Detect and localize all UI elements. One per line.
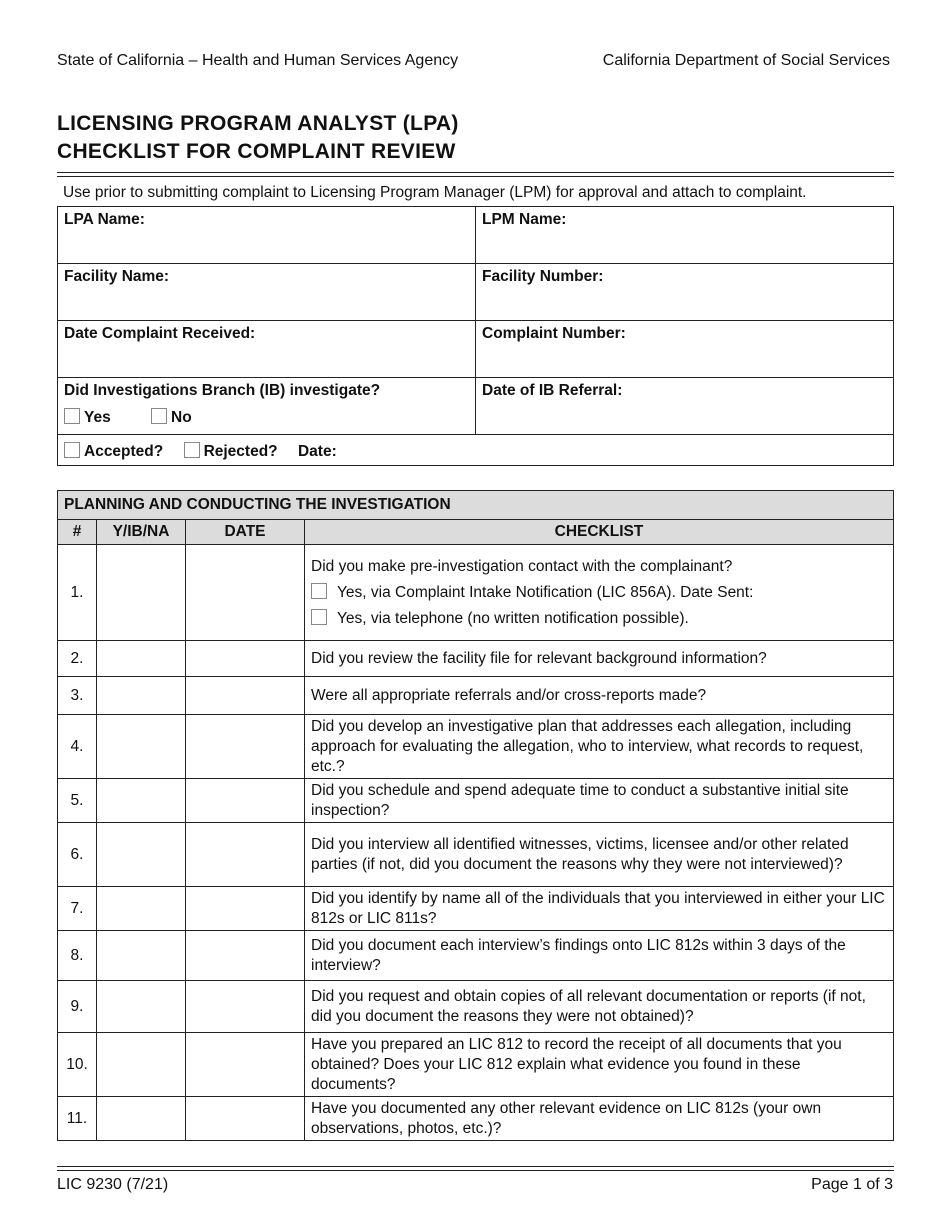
- checklist-row: [58, 1033, 894, 1097]
- yibna-entry[interactable]: [97, 1033, 186, 1097]
- yibna-entry[interactable]: [97, 779, 186, 823]
- lpm-name-field[interactable]: [476, 207, 893, 263]
- checklist-row: [58, 545, 894, 641]
- yibna-entry[interactable]: [97, 981, 186, 1033]
- row-number: 2.: [58, 641, 97, 677]
- checklist-row: [58, 981, 894, 1033]
- checklist-question-cell: [305, 931, 894, 981]
- row-number: 10.: [58, 1033, 97, 1097]
- rejected-checkbox[interactable]: [184, 442, 200, 458]
- col-date: DATE: [186, 520, 305, 545]
- facility-name-field[interactable]: [58, 264, 475, 320]
- yibna-entry[interactable]: [97, 677, 186, 715]
- checklist-question-cell: [305, 887, 894, 931]
- col-checklist: CHECKLIST: [305, 520, 894, 545]
- date-received-label: Date Complaint Received:: [64, 325, 256, 342]
- row-number: 9.: [58, 981, 97, 1033]
- checklist-row: [58, 823, 894, 887]
- yibna-entry[interactable]: [97, 823, 186, 887]
- checklist-question: Did you make pre-investigation contact with the complainant?: [311, 557, 733, 575]
- checklist-row: [58, 677, 894, 715]
- ib-no-checkbox[interactable]: [151, 408, 167, 424]
- checklist-question-cell: [305, 545, 894, 641]
- checklist-row: [58, 931, 894, 981]
- checklist-question-cell: [305, 641, 894, 677]
- date-entry[interactable]: [186, 779, 305, 823]
- row-number: 8.: [58, 931, 97, 981]
- footer-divider-2: [57, 1170, 894, 1171]
- checklist-question: Did you document each interview’s findings onto LIC 812s within 3 days of the interview?: [311, 936, 846, 974]
- checklist-question-cell: [305, 823, 894, 887]
- date-received-field[interactable]: [58, 321, 475, 377]
- checklist-row: [58, 1097, 894, 1141]
- ib-no-label: No: [171, 409, 192, 426]
- ib-no-option[interactable]: [151, 409, 192, 426]
- lpa-name-label: LPA Name:: [64, 211, 145, 228]
- facility-number-field[interactable]: [476, 264, 893, 320]
- approval-date-label: Date:: [297, 443, 337, 460]
- date-entry[interactable]: [186, 823, 305, 887]
- date-entry[interactable]: [186, 1097, 305, 1141]
- checklist-question-cell: [305, 1033, 894, 1097]
- checklist-question-cell: [305, 715, 894, 779]
- row-number: 7.: [58, 887, 97, 931]
- complaint-number-field[interactable]: [476, 321, 893, 377]
- checklist-row: [58, 887, 894, 931]
- row-number: 4.: [58, 715, 97, 779]
- ib-yes-option[interactable]: [64, 409, 111, 426]
- checklist-question: Did you identify by name all of the individuals that you interviewed in either your LIC 812s or LIC 811s?: [311, 889, 885, 927]
- yibna-entry[interactable]: [97, 545, 186, 641]
- ib-yes-label: Yes: [84, 409, 111, 426]
- accepted-option[interactable]: [64, 443, 163, 460]
- footer-divider: [57, 1166, 894, 1167]
- checklist-question: Did you develop an investigative plan that addresses each allegation, including approach for evaluating the allegation, who to interview, what records to request, etc.?: [311, 717, 864, 775]
- form-id: LIC 9230 (7/21): [57, 1176, 169, 1193]
- approval-row: [58, 435, 893, 465]
- ib-question-label: Did Investigations Branch (IB) investigate?: [64, 382, 381, 399]
- row-number: 11.: [58, 1097, 97, 1141]
- section-title: PLANNING AND CONDUCTING THE INVESTIGATION: [58, 491, 894, 520]
- col-number: #: [58, 520, 97, 545]
- checklist-question: Have you prepared an LIC 812 to record the receipt of all documents that you obtained? Does your LIC 812 explain what evidence you found in these documents?: [311, 1035, 842, 1093]
- investigation-checklist: [57, 490, 894, 1141]
- yibna-entry[interactable]: [97, 715, 186, 779]
- yibna-entry[interactable]: [97, 641, 186, 677]
- option-label: Yes, via Complaint Intake Notification (LIC 856A). Date Sent:: [337, 583, 754, 601]
- checklist-row: [58, 641, 894, 677]
- complaint-info-form: [57, 206, 894, 466]
- checklist-option[interactable]: [311, 583, 887, 603]
- option-checkbox[interactable]: [311, 583, 327, 599]
- date-entry[interactable]: [186, 641, 305, 677]
- date-entry[interactable]: [186, 887, 305, 931]
- checklist-question: Did you request and obtain copies of all relevant documentation or reports (if not, did you document the reasons they were not obtained)?: [311, 987, 866, 1025]
- title-line-2: CHECKLIST FOR COMPLAINT REVIEW: [57, 140, 456, 163]
- complaint-number-label: Complaint Number:: [482, 325, 626, 342]
- date-entry[interactable]: [186, 677, 305, 715]
- row-number: 6.: [58, 823, 97, 887]
- lpm-name-label: LPM Name:: [482, 211, 567, 228]
- rejected-option[interactable]: [184, 443, 278, 460]
- ib-investigate-field: [58, 378, 475, 434]
- checklist-question: Have you documented any other relevant evidence on LIC 812s (your own observations, photos, etc.)?: [311, 1099, 822, 1137]
- date-entry[interactable]: [186, 981, 305, 1033]
- title-line-1: LICENSING PROGRAM ANALYST (LPA): [57, 112, 459, 135]
- row-number: 5.: [58, 779, 97, 823]
- facility-name-label: Facility Name:: [64, 268, 170, 285]
- page-number: Page 1 of 3: [811, 1176, 893, 1193]
- page-title: [57, 110, 459, 166]
- row-number: 1.: [58, 545, 97, 641]
- accepted-label: Accepted?: [84, 443, 164, 460]
- checklist-question: Did you interview all identified witnesses, victims, licensee and/or other related parties (if not, did you document the reasons why they were not interviewed)?: [311, 835, 849, 873]
- date-entry[interactable]: [186, 715, 305, 779]
- col-yibna: Y/IB/NA: [97, 520, 186, 545]
- checklist-question: Were all appropriate referrals and/or cross-reports made?: [311, 686, 707, 704]
- checklist-option[interactable]: [311, 609, 887, 629]
- row-number: 3.: [58, 677, 97, 715]
- checklist-row: [58, 715, 894, 779]
- department-header: California Department of Social Services: [602, 52, 890, 69]
- date-entry[interactable]: [186, 1033, 305, 1097]
- accepted-checkbox[interactable]: [64, 442, 80, 458]
- yibna-entry[interactable]: [97, 887, 186, 931]
- yibna-entry[interactable]: [97, 1097, 186, 1141]
- date-entry[interactable]: [186, 545, 305, 641]
- ib-yes-checkbox[interactable]: [64, 408, 80, 424]
- checklist-row: [58, 779, 894, 823]
- checklist-question-cell: [305, 1097, 894, 1141]
- checklist-question: Did you review the facility file for relevant background information?: [311, 649, 767, 667]
- option-checkbox[interactable]: [311, 609, 327, 625]
- instructions: Use prior to submitting complaint to Licensing Program Manager (LPM) for approval and attach to complaint.: [63, 184, 807, 201]
- title-divider-2: [57, 176, 894, 177]
- ib-referral-date-field[interactable]: [476, 378, 893, 434]
- checklist-question-cell: [305, 779, 894, 823]
- agency-header: State of California – Health and Human Services Agency: [57, 52, 459, 69]
- date-entry[interactable]: [186, 931, 305, 981]
- checklist-question: Did you schedule and spend adequate time to conduct a substantive initial site inspection?: [311, 781, 849, 819]
- option-label: Yes, via telephone (no written notification possible).: [337, 609, 689, 627]
- title-divider: [57, 172, 894, 173]
- checklist-question-cell: [305, 981, 894, 1033]
- rejected-label: Rejected?: [203, 443, 278, 460]
- lpa-name-field[interactable]: [58, 207, 475, 263]
- checklist-question-cell: [305, 677, 894, 715]
- yibna-entry[interactable]: [97, 931, 186, 981]
- ib-referral-date-label: Date of IB Referral:: [482, 382, 623, 399]
- facility-number-label: Facility Number:: [482, 268, 604, 285]
